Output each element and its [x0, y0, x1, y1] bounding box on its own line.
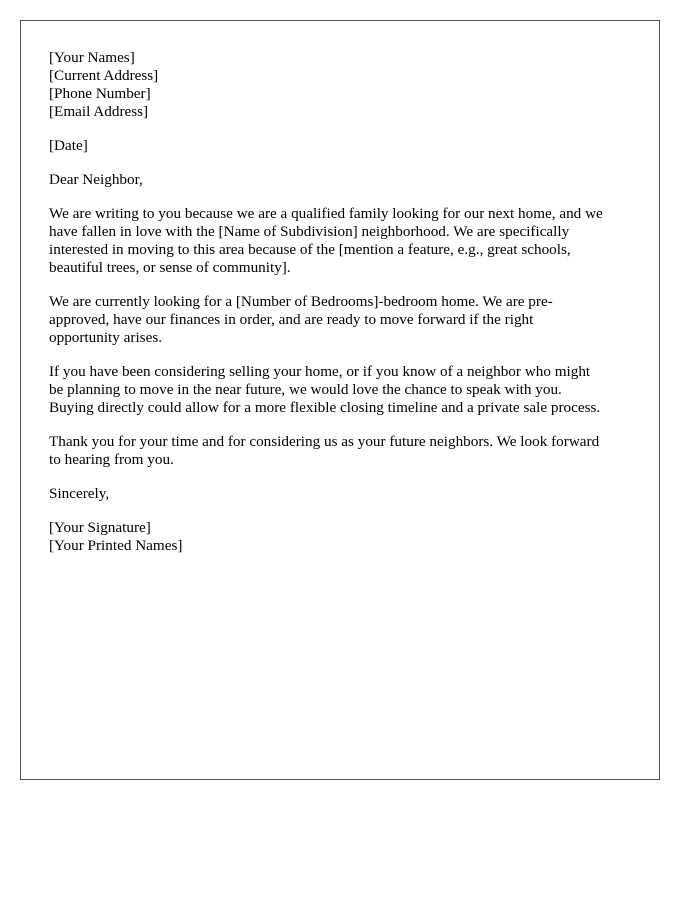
- sender-phone: [Phone Number]: [49, 85, 151, 102]
- sender-email: [Email Address]: [49, 103, 149, 120]
- signature-block: [49, 519, 639, 555]
- paragraph-line: beautiful trees, or sense of community].: [49, 259, 291, 276]
- paragraph-line: Buying directly could allow for a more flexible closing timeline and a private sale process.: [49, 399, 601, 416]
- date-block: [49, 137, 639, 155]
- paragraph-line: We are currently looking for a [Number of Bedrooms]-bedroom home. We are pre-: [49, 293, 553, 310]
- paragraph-line: have fallen in love with the [Name of Subdivision] neighborhood. We are specifically: [49, 223, 570, 240]
- paragraph-line: to hearing from you.: [49, 451, 174, 468]
- paragraph-line: We are writing to you because we are a qualified family looking for our next home, and we: [49, 205, 603, 222]
- closing: Sincerely,: [49, 485, 110, 502]
- paragraph-1: [49, 205, 639, 277]
- letter-body: [49, 49, 639, 571]
- paragraph-line: If you have been considering selling your home, or if you know of a neighbor who might: [49, 363, 591, 380]
- paragraph-3: [49, 363, 639, 417]
- letter-date: [Date]: [49, 137, 88, 154]
- letter-page: [20, 20, 660, 780]
- paragraph-line: interested in moving to this area because of the [mention a feature, e.g., great schools,: [49, 241, 571, 258]
- sender-block: [49, 49, 639, 121]
- signature-line: [Your Signature]: [49, 519, 151, 536]
- paragraph-line: Thank you for your time and for considering us as your future neighbors. We look forward: [49, 433, 600, 450]
- closing-block: [49, 485, 639, 503]
- paragraph-line: opportunity arises.: [49, 329, 163, 346]
- sender-names: [Your Names]: [49, 49, 135, 66]
- paragraph-line: be planning to move in the near future, we would love the chance to speak with you.: [49, 381, 562, 398]
- sender-address: [Current Address]: [49, 67, 159, 84]
- paragraph-4: [49, 433, 639, 469]
- paragraph-line: approved, have our finances in order, and are ready to move forward if the right: [49, 311, 534, 328]
- printed-names-line: [Your Printed Names]: [49, 537, 183, 554]
- paragraph-2: [49, 293, 639, 347]
- salutation-block: [49, 171, 639, 189]
- salutation: Dear Neighbor,: [49, 171, 143, 188]
